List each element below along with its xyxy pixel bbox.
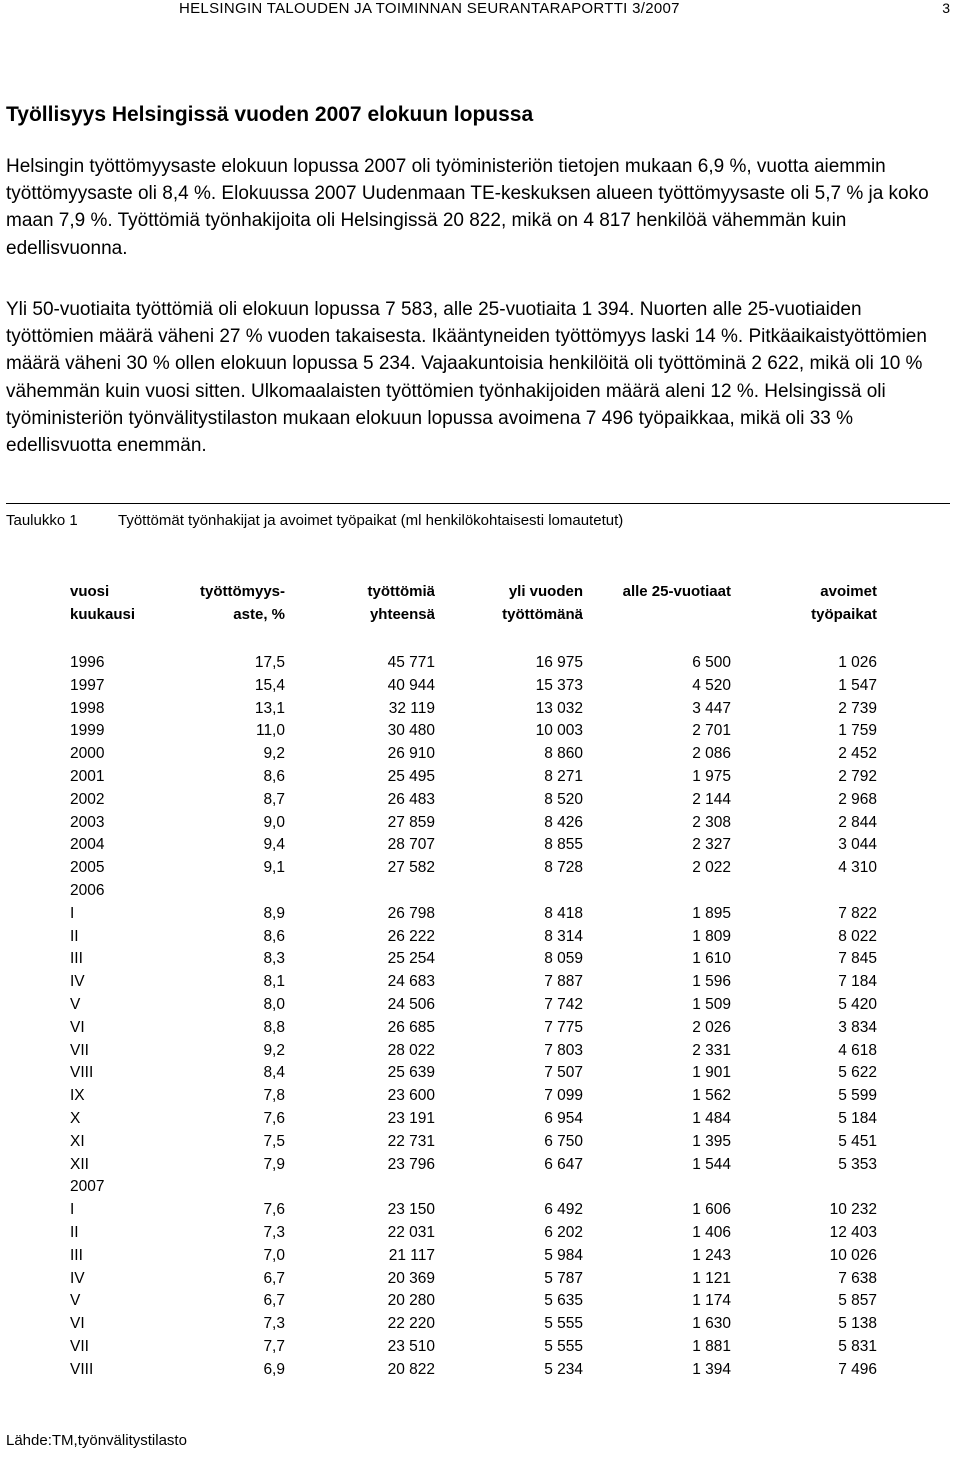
header-under25-2 — [583, 603, 731, 626]
cell-under25: 1 895 — [692, 904, 731, 922]
cell-rate: 15,4 — [254, 676, 285, 694]
cell-total: 45 771 — [387, 653, 435, 671]
cell-rate: 6,9 — [263, 1360, 285, 1378]
cell-under25: 1 630 — [692, 1315, 731, 1333]
year-group-row — [0, 880, 960, 903]
table-row — [0, 971, 960, 994]
cell-under25: 1 975 — [692, 767, 731, 785]
table-row — [0, 697, 960, 720]
cell-vacancies: 7 638 — [838, 1269, 877, 1287]
cell-rate: 9,2 — [263, 1041, 285, 1059]
cell-period: XII — [70, 1155, 89, 1173]
cell-under25: 4 520 — [692, 676, 731, 694]
cell-under25: 1 562 — [692, 1087, 731, 1105]
cell-period: 1996 — [70, 653, 105, 671]
cell-rate — [143, 880, 285, 903]
cell-rate: 17,5 — [254, 653, 285, 671]
cell-total — [285, 1176, 435, 1199]
cell-total: 22 031 — [387, 1223, 435, 1241]
table-row — [0, 1085, 960, 1108]
cell-rate: 9,4 — [263, 836, 285, 854]
cell-longterm: 5 984 — [544, 1246, 583, 1264]
cell-vacancies — [731, 1176, 877, 1199]
table-row — [0, 1267, 960, 1290]
cell-under25: 3 447 — [692, 699, 731, 717]
cell-vacancies: 2 452 — [838, 745, 877, 763]
cell-total: 22 731 — [387, 1132, 435, 1150]
cell-rate: 11,0 — [255, 722, 285, 740]
cell-total: 28 707 — [387, 836, 435, 854]
cell-rate: 7,0 — [263, 1246, 285, 1264]
cell-total: 32 119 — [388, 699, 435, 717]
cell-period: VII — [70, 1337, 89, 1355]
paragraph-1 — [6, 153, 952, 262]
cell-under25: 1 174 — [692, 1292, 731, 1310]
cell-period: V — [70, 995, 81, 1013]
cell-under25: 2 022 — [692, 859, 731, 877]
table-row — [0, 788, 960, 811]
cell-under25: 1 395 — [692, 1132, 731, 1150]
paragraph-1-text: Helsingin työttömyysaste elokuun lopussa 2007 oli työministeriön tietojen mukaan 6,9 %, vuotta aiemmin työttömyysaste oli 8,4 %. Elokuussa 2007 Uudenmaan TE-keskuksen alueen työttömyysaste oli 5,7 % ja koko maan 7,9 %. Työttömiä työnhakijoita oli Helsingissä 20 822, mikä on 4 817 henkilöä vähemmän kuin edellisvuonna. — [6, 156, 929, 259]
table-row — [0, 902, 960, 925]
table-caption-text: Työttömät työnhakijat ja avoimet työpaikat (ml henkilökohtaisesti lomautetut) — [118, 512, 624, 529]
cell-longterm: 6 492 — [544, 1201, 583, 1219]
cell-period: 2005 — [70, 859, 105, 877]
cell-vacancies: 3 044 — [838, 836, 877, 854]
cell-longterm: 8 520 — [544, 790, 583, 808]
cell-total: 26 910 — [387, 745, 435, 763]
cell-under25 — [583, 880, 731, 903]
table-row — [0, 834, 960, 857]
cell-longterm: 8 426 — [544, 813, 583, 831]
cell-longterm: 5 635 — [544, 1292, 583, 1310]
cell-total: 27 859 — [387, 813, 435, 831]
cell-period: 2003 — [70, 813, 105, 831]
running-header: HELSINGIN TALOUDEN JA TOIMINNAN SEURANTARAPORTTI 3/2007 — [179, 0, 680, 17]
header-row-2 — [0, 603, 960, 626]
cell-longterm: 7 099 — [544, 1087, 583, 1105]
table-row — [0, 674, 960, 697]
cell-rate: 9,0 — [263, 813, 285, 831]
cell-vacancies: 5 857 — [838, 1292, 877, 1310]
cell-total: 23 796 — [387, 1155, 435, 1173]
cell-under25: 1 121 — [692, 1269, 731, 1287]
cell-rate: 7,6 — [263, 1201, 285, 1219]
cell-longterm: 8 860 — [544, 745, 583, 763]
cell-vacancies: 10 026 — [829, 1246, 877, 1264]
table-top-rule — [6, 503, 950, 504]
cell-rate: 8,6 — [263, 767, 285, 785]
table-row — [0, 1130, 960, 1153]
cell-rate: 8,8 — [263, 1018, 285, 1036]
table-row — [0, 720, 960, 743]
cell-vacancies: 2 844 — [838, 813, 877, 831]
header-month: kuukausi — [70, 605, 136, 623]
cell-rate — [143, 1176, 285, 1199]
cell-longterm: 15 373 — [535, 676, 583, 694]
cell-vacancies — [731, 880, 877, 903]
table-row — [0, 857, 960, 880]
cell-vacancies: 7 822 — [838, 904, 877, 922]
cell-under25: 2 086 — [692, 745, 731, 763]
cell-rate: 8,7 — [263, 790, 285, 808]
cell-rate: 8,0 — [263, 995, 285, 1013]
cell-total: 25 639 — [387, 1064, 435, 1082]
source-note: Lähde:TM,työnvälitystilasto — [6, 1432, 187, 1449]
cell-under25: 1 394 — [692, 1360, 731, 1378]
cell-period: I — [70, 1201, 75, 1219]
table-caption — [6, 512, 623, 529]
paragraph-2 — [6, 296, 952, 459]
cell-total: 20 822 — [387, 1360, 435, 1378]
cell-longterm: 16 975 — [535, 653, 583, 671]
cell-period: I — [70, 904, 75, 922]
cell-vacancies: 12 403 — [829, 1223, 877, 1241]
cell-total: 23 600 — [387, 1087, 435, 1105]
cell-under25 — [583, 1176, 731, 1199]
cell-total: 25 495 — [387, 767, 435, 785]
header-rate-2: aste, % — [233, 605, 285, 623]
cell-under25: 1 509 — [692, 995, 731, 1013]
cell-period: II — [70, 927, 79, 945]
table-row — [0, 766, 960, 789]
cell-total: 23 150 — [387, 1201, 435, 1219]
table-row — [0, 1358, 960, 1381]
cell-total: 26 685 — [387, 1018, 435, 1036]
cell-vacancies: 3 834 — [838, 1018, 877, 1036]
cell-under25: 2 144 — [692, 790, 731, 808]
table-row — [0, 1199, 960, 1222]
table-row — [0, 948, 960, 971]
cell-vacancies: 8 022 — [838, 927, 877, 945]
cell-longterm: 8 855 — [544, 836, 583, 854]
cell-longterm — [435, 1176, 583, 1199]
table-row — [0, 1108, 960, 1131]
cell-vacancies: 1 547 — [838, 676, 877, 694]
cell-longterm: 8 271 — [544, 767, 583, 785]
cell-total: 24 506 — [387, 995, 435, 1013]
page-number: 3 — [942, 0, 950, 16]
cell-rate: 8,9 — [263, 904, 285, 922]
cell-period: V — [70, 1292, 81, 1310]
cell-vacancies: 4 310 — [838, 859, 877, 877]
cell-rate: 8,3 — [263, 950, 285, 968]
year-group-row — [0, 1176, 960, 1199]
data-table — [0, 580, 960, 1381]
cell-rate: 6,7 — [263, 1269, 285, 1287]
cell-period: XI — [70, 1132, 85, 1150]
cell-longterm: 5 555 — [544, 1315, 583, 1333]
cell-total: 21 117 — [388, 1246, 435, 1264]
cell-under25: 6 500 — [692, 653, 731, 671]
table-row — [0, 1153, 960, 1176]
cell-period: 1997 — [70, 676, 105, 694]
table-row — [0, 994, 960, 1017]
cell-longterm — [435, 880, 583, 903]
header-vacancies: avoimet — [820, 582, 877, 600]
cell-under25: 1 484 — [692, 1109, 731, 1127]
table-row — [0, 1016, 960, 1039]
table-row — [0, 925, 960, 948]
cell-total: 40 944 — [387, 676, 435, 694]
cell-period: X — [70, 1109, 81, 1127]
cell-period: 1999 — [70, 722, 105, 740]
cell-longterm: 7 775 — [544, 1018, 583, 1036]
cell-vacancies: 7 184 — [838, 973, 877, 991]
cell-vacancies: 2 739 — [838, 699, 877, 717]
cell-period: III — [70, 950, 83, 968]
cell-rate: 7,3 — [263, 1315, 285, 1333]
cell-under25: 1 406 — [692, 1223, 731, 1241]
header-rate: työttömyys- — [199, 582, 285, 600]
cell-longterm: 8 059 — [544, 950, 583, 968]
cell-vacancies: 5 599 — [838, 1087, 877, 1105]
table-row — [0, 1313, 960, 1336]
cell-rate: 7,6 — [263, 1109, 285, 1127]
cell-period: VI — [70, 1315, 85, 1333]
cell-vacancies: 2 792 — [838, 767, 877, 785]
cell-under25: 2 327 — [692, 836, 731, 854]
cell-total: 27 582 — [387, 859, 435, 877]
cell-period: IV — [70, 1269, 85, 1287]
cell-vacancies: 2 968 — [838, 790, 877, 808]
cell-longterm: 7 803 — [544, 1041, 583, 1059]
cell-total: 23 191 — [387, 1109, 435, 1127]
header-total: työttömiä — [367, 582, 435, 600]
cell-rate: 6,7 — [263, 1292, 285, 1310]
header-vacancies-2: työpaikat — [811, 605, 877, 623]
cell-total: 20 280 — [387, 1292, 435, 1310]
header-longterm: yli vuoden — [508, 582, 583, 600]
cell-vacancies: 7 496 — [838, 1360, 877, 1378]
cell-total — [285, 880, 435, 903]
table-row — [0, 1039, 960, 1062]
cell-vacancies: 1 026 — [838, 653, 877, 671]
cell-period: VIII — [70, 1064, 94, 1082]
table-row — [0, 811, 960, 834]
cell-rate: 9,1 — [263, 859, 285, 877]
cell-rate: 7,8 — [263, 1087, 285, 1105]
header-longterm-2: työttömänä — [502, 605, 583, 623]
cell-vacancies: 5 138 — [838, 1315, 877, 1333]
cell-period: 2001 — [70, 767, 105, 785]
table-row — [0, 1062, 960, 1085]
header-year: vuosi — [70, 582, 110, 600]
cell-longterm: 6 750 — [544, 1132, 583, 1150]
cell-under25: 1 596 — [692, 973, 731, 991]
cell-rate: 7,9 — [263, 1155, 285, 1173]
cell-vacancies: 5 831 — [838, 1337, 877, 1355]
cell-vacancies: 5 420 — [838, 995, 877, 1013]
cell-total: 20 369 — [387, 1269, 435, 1287]
cell-rate: 8,4 — [263, 1064, 285, 1082]
cell-period: II — [70, 1223, 79, 1241]
cell-total: 26 222 — [387, 927, 435, 945]
table-row — [0, 652, 960, 675]
cell-vacancies: 5 353 — [838, 1155, 877, 1173]
cell-total: 30 480 — [387, 722, 435, 740]
cell-vacancies: 1 759 — [838, 722, 877, 740]
cell-longterm: 6 202 — [544, 1223, 583, 1241]
cell-longterm: 6 647 — [544, 1155, 583, 1173]
cell-period: III — [70, 1246, 83, 1264]
table-row — [0, 743, 960, 766]
cell-total: 28 022 — [387, 1041, 435, 1059]
cell-under25: 2 308 — [692, 813, 731, 831]
cell-longterm: 5 234 — [544, 1360, 583, 1378]
cell-vacancies: 10 232 — [829, 1201, 877, 1219]
table-header — [0, 580, 960, 652]
cell-under25: 1 544 — [692, 1155, 731, 1173]
cell-total: 23 510 — [387, 1337, 435, 1355]
cell-period: VI — [70, 1018, 85, 1036]
cell-vacancies: 5 622 — [838, 1064, 877, 1082]
cell-longterm: 10 003 — [535, 722, 583, 740]
cell-longterm: 7 507 — [544, 1064, 583, 1082]
table-row — [0, 1244, 960, 1267]
cell-under25: 2 026 — [692, 1018, 731, 1036]
cell-under25: 1 809 — [692, 927, 731, 945]
cell-longterm: 8 418 — [544, 904, 583, 922]
cell-period: IX — [70, 1087, 85, 1105]
cell-vacancies: 5 451 — [838, 1132, 877, 1150]
cell-rate: 8,6 — [263, 927, 285, 945]
cell-under25: 1 243 — [692, 1246, 731, 1264]
cell-under25: 1 610 — [692, 950, 731, 968]
table-body — [0, 652, 960, 1382]
cell-rate: 7,5 — [263, 1132, 285, 1150]
cell-rate: 9,2 — [263, 745, 285, 763]
cell-rate: 7,3 — [263, 1223, 285, 1241]
table-row — [0, 1222, 960, 1245]
cell-period: 2007 — [70, 1178, 105, 1196]
header-total-2: yhteensä — [369, 605, 435, 623]
cell-longterm: 6 954 — [544, 1109, 583, 1127]
cell-vacancies: 5 184 — [838, 1109, 877, 1127]
cell-period: 2006 — [70, 881, 105, 899]
cell-total: 26 798 — [387, 904, 435, 922]
cell-vacancies: 7 845 — [838, 950, 877, 968]
cell-longterm: 7 742 — [544, 995, 583, 1013]
cell-total: 24 683 — [387, 973, 435, 991]
cell-longterm: 7 887 — [544, 973, 583, 991]
header-under25: alle 25-vuotiaat — [622, 582, 731, 600]
cell-period: VII — [70, 1041, 89, 1059]
cell-total: 26 483 — [387, 790, 435, 808]
cell-period: VIII — [70, 1360, 94, 1378]
cell-longterm: 5 555 — [544, 1337, 583, 1355]
cell-total: 25 254 — [387, 950, 435, 968]
cell-period: 1998 — [70, 699, 105, 717]
cell-under25: 1 606 — [692, 1201, 731, 1219]
table-row — [0, 1290, 960, 1313]
cell-under25: 1 881 — [692, 1337, 731, 1355]
cell-longterm: 5 787 — [544, 1269, 583, 1287]
cell-rate: 13,1 — [254, 699, 285, 717]
header-row-1 — [0, 580, 960, 603]
cell-under25: 2 331 — [692, 1041, 731, 1059]
cell-longterm: 8 728 — [544, 859, 583, 877]
cell-period: IV — [70, 973, 85, 991]
cell-under25: 2 701 — [692, 722, 731, 740]
cell-rate: 7,7 — [263, 1337, 285, 1355]
page-title: Työllisyys Helsingissä vuoden 2007 elokuun lopussa — [6, 103, 534, 126]
cell-total: 22 220 — [387, 1315, 435, 1333]
cell-under25: 1 901 — [692, 1064, 731, 1082]
cell-longterm: 8 314 — [544, 927, 583, 945]
cell-period: 2004 — [70, 836, 105, 854]
table-row — [0, 1336, 960, 1359]
cell-period: 2002 — [70, 790, 105, 808]
cell-vacancies: 4 618 — [838, 1041, 877, 1059]
cell-longterm: 13 032 — [535, 699, 583, 717]
paragraph-2-text: Yli 50-vuotiaita työttömiä oli elokuun lopussa 7 583, alle 25-vuotiaita 1 394. Nuorten alle 25-vuotiaiden työttömien määrä väheni 27 % vuoden takaisesta. Ikääntyneiden työttömyys laski 14 %. Pitkäaikaistyöttömien määrä väheni 30 % ollen elokuun lopussa 5 234. Vajaakuntoisia henkilöitä oli työttöminä 2 622, mikä oli 10 % vähemmän kuin vuosi sitten. Ulkomaalaisten työttömien työnhakijoiden määrä aleni 12 %. Helsingissä oli työministeriön työnvälitystilaston mukaan elokuun lopussa avoimena 7 496 työpaikkaa, mikä oli 33 % edellisvuotta enemmän. — [6, 299, 927, 457]
cell-period: 2000 — [70, 745, 105, 763]
cell-rate: 8,1 — [263, 973, 285, 991]
table-caption-number: Taulukko 1 — [6, 512, 78, 529]
